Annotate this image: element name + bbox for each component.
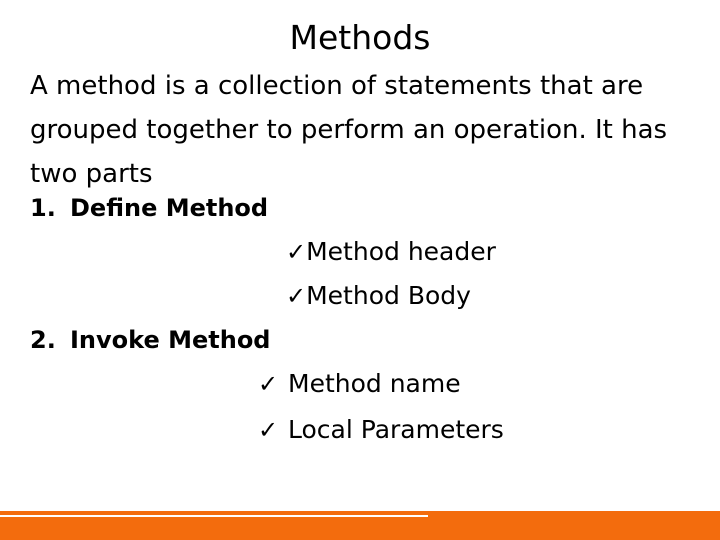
step-invoke-method bbox=[30, 318, 270, 362]
step-number: 2. bbox=[30, 326, 56, 354]
check-item-method-body bbox=[286, 274, 471, 318]
slide-title: Methods bbox=[289, 18, 431, 57]
intro-line: grouped together to perform an operation. It has bbox=[30, 115, 668, 145]
step-number: 1. bbox=[30, 194, 56, 222]
checkmark-icon: ✓ bbox=[286, 282, 307, 310]
step-label: Invoke Method bbox=[70, 326, 271, 354]
checkmark-icon: ✓ bbox=[258, 416, 279, 444]
check-item-label: Method Body bbox=[306, 281, 471, 310]
checkmark-icon: ✓ bbox=[258, 370, 279, 398]
footer-accent-line bbox=[0, 515, 428, 517]
check-item-label: Method name bbox=[288, 369, 461, 398]
step-define-method bbox=[30, 186, 268, 230]
check-item-method-name bbox=[258, 362, 461, 406]
check-item-method-header bbox=[286, 230, 496, 274]
step-label: Define Method bbox=[70, 194, 269, 222]
check-item-label: Method header bbox=[306, 237, 496, 266]
check-item-local-parameters bbox=[258, 408, 504, 452]
check-item-label: Local Parameters bbox=[288, 415, 504, 444]
intro-paragraph bbox=[30, 64, 690, 196]
intro-line: A method is a collection of statements that are bbox=[30, 71, 644, 101]
checkmark-icon: ✓ bbox=[286, 238, 307, 266]
intro-line: two parts bbox=[30, 159, 153, 189]
